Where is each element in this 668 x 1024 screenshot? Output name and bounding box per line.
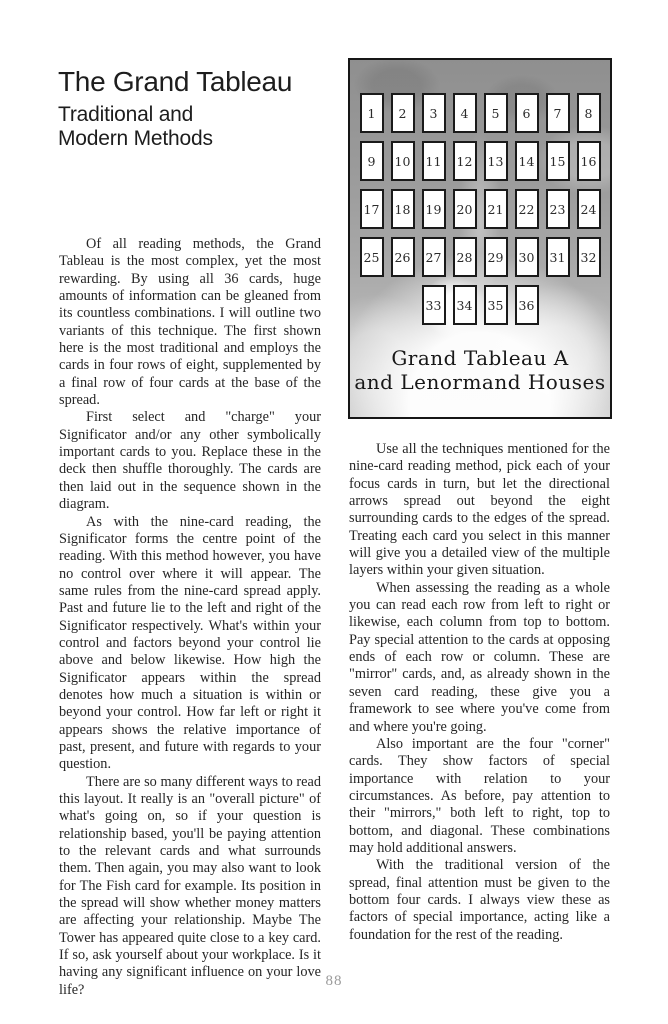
tableau-card-19: 19: [422, 189, 446, 229]
tableau-card-14: 14: [515, 141, 539, 181]
page-subtitle-line1: Traditional and: [58, 103, 194, 126]
tableau-card-23: 23: [546, 189, 570, 229]
diagram-caption: [350, 346, 610, 394]
right-column: [349, 441, 610, 944]
tableau-card-28: 28: [453, 237, 477, 277]
page-title: The Grand Tableau: [58, 66, 293, 97]
paragraph: As with the nine-card reading, the Significator forms the centre point of the reading. With this method however, you have no control over where it will appear. The same rules from the nine-card spread apply. Past and future lie to the left and right of the Significator respectively. What's within your control and factors beyond your control lie above and below likewise. How high the Significator appears within the spread denotes how much a situation is within or beyond your control. How far left or right it appears shows the relative importance of past, present, and future with regards to your question.: [59, 513, 321, 773]
paragraph: With the traditional version of the spread, final attention must be given to the bottom four cards. I always view these as factors of special importance, acting like a foundation for the rest of the reading.: [349, 857, 610, 943]
tableau-card-27: 27: [422, 237, 446, 277]
grand-tableau-diagram: [348, 58, 612, 419]
left-column: [59, 236, 321, 999]
tableau-card-13: 13: [484, 141, 508, 181]
tableau-card-18: 18: [391, 189, 415, 229]
tableau-row: [360, 141, 601, 181]
tableau-card-12: 12: [453, 141, 477, 181]
tableau-card-15: 15: [546, 141, 570, 181]
paragraph: When assessing the reading as a whole you can read each row from left to right or likewise, each column from top to bottom. Pay special attention to the cards at opposing ends of each row or column. These are "mirror" cards, and, as already shown in the seven card reading, these give you a framework to see where you've come from and where you're going.: [349, 579, 610, 735]
tableau-card-25: 25: [360, 237, 384, 277]
tableau-card-31: 31: [546, 237, 570, 277]
tableau-row: [422, 285, 539, 325]
tableau-card-8: 8: [577, 93, 601, 133]
paragraph: Also important are the four "corner" cards. They show factors of special importance with relation to your circumstances. As before, pay attention to their "mirrors," both left to right, top to bottom, and diagonal. These combinations may hold additional answers.: [349, 735, 610, 856]
tableau-card-22: 22: [515, 189, 539, 229]
paragraph: Of all reading methods, the Grand Tableau is the most complex, yet the most rewarding. By using all 36 cards, huge amounts of information can be gleaned from its countless combinations. I will outline two variants of this technique. The first shown here is the most traditional and employs the cards in four rows of eight, supplemented by a final row of four cards at the base of the spread.: [59, 236, 321, 409]
tableau-row: [360, 237, 601, 277]
tableau-card-36: 36: [515, 285, 539, 325]
tableau-card-7: 7: [546, 93, 570, 133]
tableau-card-4: 4: [453, 93, 477, 133]
tableau-card-35: 35: [484, 285, 508, 325]
tableau-card-6: 6: [515, 93, 539, 133]
page-subtitle-line2: Modern Methods: [58, 127, 213, 150]
tableau-card-2: 2: [391, 93, 415, 133]
tableau-card-26: 26: [391, 237, 415, 277]
tableau-row: [360, 93, 601, 133]
tableau-card-3: 3: [422, 93, 446, 133]
tableau-card-21: 21: [484, 189, 508, 229]
tableau-card-34: 34: [453, 285, 477, 325]
tableau-row: [360, 189, 601, 229]
paragraph: There are so many different ways to read this layout. It really is an "overall picture" of what's going on, so if your question is relationship based, you'll be paying attention to the relevant cards and what surrounds them. Then again, you may also want to look for The Fish card for example. Its position in the spread will show whether money matters are affecting your relationship. Maybe The Tower has appeared quite close to a key card. If so, ask yourself about your workplace. Is it having any significant influence on your love life?: [59, 773, 321, 998]
tableau-card-1: 1: [360, 93, 384, 133]
paragraph: First select and "charge" your Significator and/or any other symbolically important cards to you. Replace these in the deck then shuffle thoroughly. The cards are then laid out in the sequence shown in the diagram.: [59, 409, 321, 513]
tableau-card-16: 16: [577, 141, 601, 181]
tableau-grid: [350, 93, 610, 325]
diagram-caption-line2: and Lenormand Houses: [354, 370, 606, 394]
tableau-card-17: 17: [360, 189, 384, 229]
diagram-caption-line1: Grand Tableau A: [391, 346, 569, 370]
tableau-card-33: 33: [422, 285, 446, 325]
tableau-card-5: 5: [484, 93, 508, 133]
tableau-card-20: 20: [453, 189, 477, 229]
tableau-card-10: 10: [391, 141, 415, 181]
tableau-card-32: 32: [577, 237, 601, 277]
page-number: 88: [325, 973, 343, 989]
tableau-card-24: 24: [577, 189, 601, 229]
chapter-title-block: [58, 66, 338, 151]
tableau-card-29: 29: [484, 237, 508, 277]
tableau-card-11: 11: [422, 141, 446, 181]
paragraph: Use all the techniques mentioned for the nine-card reading method, pick each of your focus cards in turn, but let the directional arrows spread out beyond the eight surrounding cards to the edges of the spread. Treating each card you select in this manner will give you a detailed view of the multiple layers within your given situation.: [349, 441, 610, 579]
tableau-card-9: 9: [360, 141, 384, 181]
tableau-card-30: 30: [515, 237, 539, 277]
